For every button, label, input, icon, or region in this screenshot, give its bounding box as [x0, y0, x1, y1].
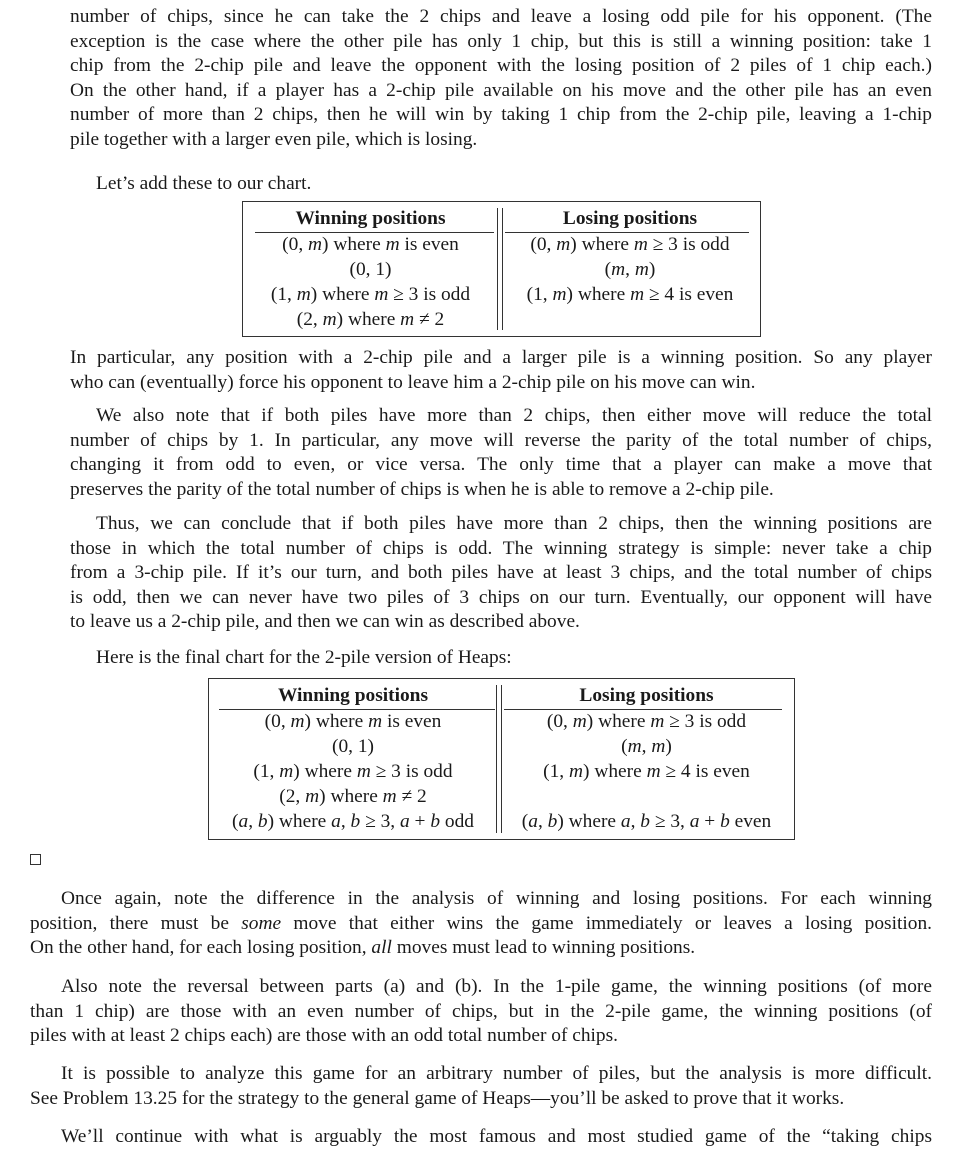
winning-column [209, 679, 497, 834]
text-line: On the other hand, if a player has a 2-chip pile available on his move and the other pile has an even [70, 79, 932, 101]
paragraph-any-position [70, 346, 932, 395]
positions-table-partial [242, 201, 761, 337]
table-cell: (a, b) where a, b ≥ 3, a + b odd [232, 811, 474, 832]
winning-header: Winning positions [295, 208, 446, 229]
table-cell: (1, m) where m ≥ 4 is even [526, 284, 734, 305]
text-line: than 1 chip) are those with an even number of chips, but in the 2-pile game, the winning positions (of [30, 1000, 932, 1022]
text-line: is odd, then we can never have two piles of 3 chips on our turn. Eventually, our opponent will have [70, 586, 932, 608]
paragraph-reversal [30, 975, 932, 1049]
table-cell: (0, 1) [331, 736, 374, 757]
winning-column [243, 202, 498, 332]
qed-box-icon [30, 854, 41, 865]
text-line: number of chips by 1. In particular, any move will reverse the parity of the total number of chips, [70, 429, 932, 451]
table-cell: (1, m) where m ≥ 4 is even [543, 761, 750, 782]
text-line: We’ll continue with what is arguably the most famous and most studied game of the “taking chips [61, 1126, 932, 1147]
text-line: number of chips, since he can take the 2 chips and leave a losing odd pile for his opponent. (The [70, 6, 932, 27]
text-line: pile together with a larger even pile, which is losing. [70, 128, 478, 150]
column-divider [496, 685, 502, 833]
text-line: preserves the parity of the total number of chips is when he is able to remove a 2-chip pile. [70, 478, 774, 500]
text-line: to leave us a 2-chip pile, and then we can win as described above. [70, 611, 580, 633]
table-cell: (0, m) where m is even [264, 711, 442, 732]
table-cell: (m, m) [621, 736, 672, 757]
table-cell: (m, m) [604, 259, 656, 280]
column-divider [497, 208, 503, 330]
text-line: piles with at least 2 chips each) are those with an odd total number of chips. [30, 1025, 619, 1047]
losing-header: Losing positions [579, 685, 714, 706]
text-line: position, there must be some move that either wins the game immediately or leaves a losing position. [30, 912, 933, 934]
header-rule-left [255, 232, 494, 233]
paragraph-conclusion [70, 512, 932, 635]
table-cell: (a, b) where a, b ≥ 3, a + b even [521, 811, 772, 832]
header-rule-left [219, 709, 495, 710]
paragraph-two-chip-pile [70, 5, 932, 153]
header-rule-right [504, 709, 782, 710]
table-cell: (0, m) where m is even [282, 234, 459, 255]
table-cell: (2, m) where m ≠ 2 [296, 309, 445, 330]
text-line: chip from the 2-chip pile and leave the opponent with the losing position of 2 piles of 1 chip each.) [70, 55, 932, 77]
text-line: Let’s add these to our chart. [96, 173, 312, 194]
text-line: those in which the total number of chips is odd. The winning strategy is simple: never take a chip [70, 537, 932, 559]
losing-header: Losing positions [562, 208, 698, 229]
text-line: In particular, any position with a 2-chip pile and a larger pile is a winning position. So any player [70, 347, 932, 368]
losing-column [505, 202, 755, 307]
paragraph-arbitrary-piles [30, 1062, 932, 1111]
text-line: Once again, note the difference in the analysis of winning and losing positions. For each winning [61, 888, 932, 909]
text-line: Also note the reversal between parts (a) and (b). In the 1-pile game, the winning positions (of more [61, 976, 932, 997]
paragraph-analysis-difference [30, 887, 932, 961]
text-line: number of more than 2 chips, then he will win by taking 1 chip from the 2-chip pile, leaving a 1-chip [70, 104, 932, 126]
text-line: changing it from odd to even, or vice versa. The only time that a player can make a move that [70, 454, 932, 476]
table-cell: (1, m) where m ≥ 3 is odd [270, 284, 471, 305]
paragraph-parity [70, 404, 932, 502]
text-line: We also note that if both piles have more than 2 chips, then either move will reduce the total [96, 405, 932, 426]
positions-table-final [208, 678, 795, 840]
table-cell: (0, 1) [349, 259, 392, 280]
table-cell: (0, m) where m ≥ 3 is odd [530, 234, 730, 255]
text-line: Thus, we can conclude that if both piles have more than 2 chips, then the winning positions are [96, 513, 932, 534]
table-cell [504, 784, 789, 809]
header-rule-right [505, 232, 749, 233]
text-line: who can (eventually) force his opponent to leave him a 2-chip pile on his move can win. [70, 371, 756, 393]
table-cell: (0, m) where m ≥ 3 is odd [546, 711, 747, 732]
text-line: On the other hand, for each losing position, all moves must lead to winning positions. [30, 937, 696, 959]
table-cell: (1, m) where m ≥ 3 is odd [253, 761, 453, 782]
winning-header: Winning positions [278, 685, 428, 706]
losing-column [504, 679, 789, 834]
text-line: from a 3-chip pile. If it’s our turn, and both piles have at least 3 chips, and the total number of chips [70, 562, 932, 584]
text-line: See Problem 13.25 for the strategy to the general game of Heaps—you’ll be asked to prove that it works. [30, 1087, 845, 1109]
text-line: exception is the case where the other pile has only 1 chip, but this is still a winning position: take 1 [70, 30, 932, 52]
paragraph-add-to-chart [96, 172, 311, 197]
text-line: It is possible to analyze this game for an arbitrary number of piles, but the analysis is more difficult. [61, 1063, 932, 1084]
paragraph-continue [30, 1125, 932, 1150]
table-cell: (2, m) where m ≠ 2 [279, 786, 427, 807]
text-line: Here is the final chart for the 2-pile version of Heaps: [96, 647, 512, 668]
paragraph-final-chart [96, 646, 512, 671]
